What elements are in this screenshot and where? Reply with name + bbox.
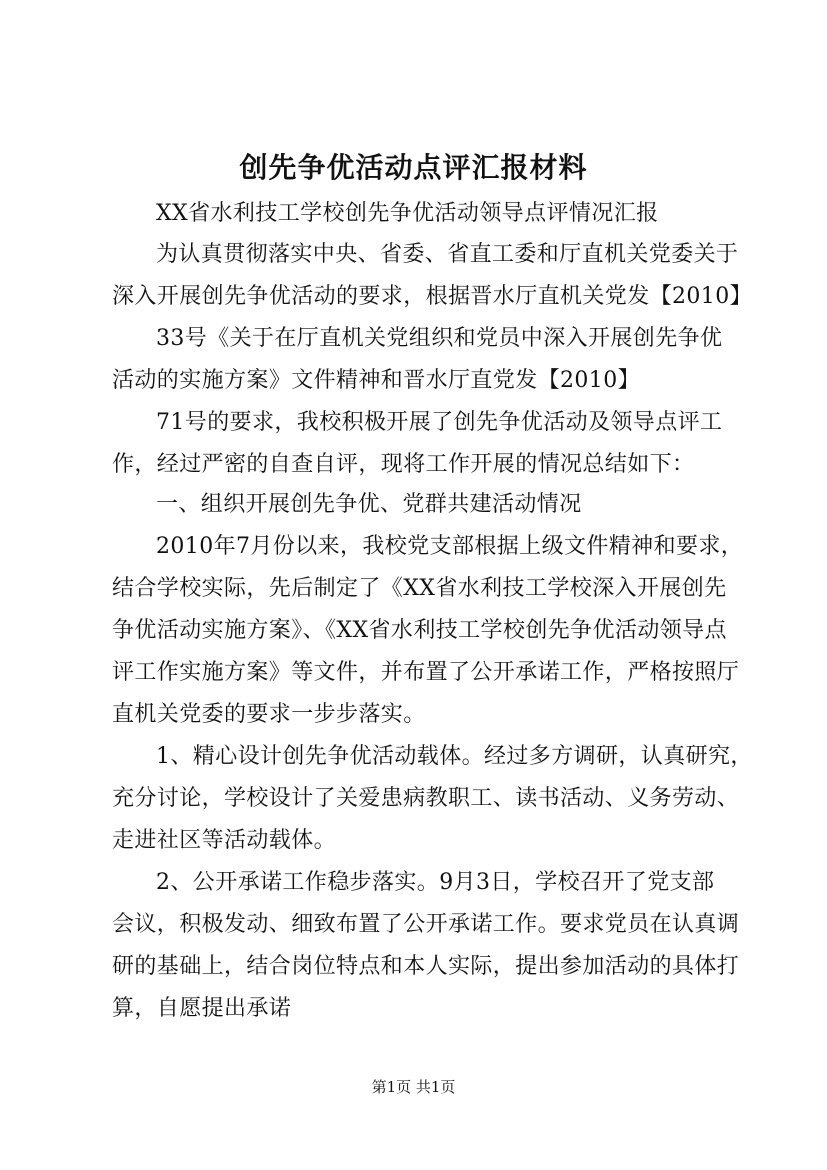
paragraph-line: 评工作实施方案》等文件，并布置了公开承诺工作，严格按照厅 — [112, 660, 740, 685]
paragraph-line: 研的基础上，结合岗位特点和本人实际，提出参加活动的具体打 — [112, 954, 740, 979]
page-footer: 第1页 共1页 — [371, 1078, 456, 1096]
paragraph-line: 直机关党委的要求一步步落实。 — [112, 702, 426, 727]
paragraph-line: 会议，积极发动、细致布置了公开承诺工作。要求党员在认真调 — [112, 912, 740, 937]
paragraph-line: 2010年7月份以来，我校党支部根据上级文件精神和要求， — [156, 534, 744, 559]
paragraph-line: 作，经过严密的自查自评，现将工作开展的情况总结如下： — [112, 452, 695, 477]
section-heading: 一、组织开展创先争优、党群共建活动情况 — [156, 492, 582, 517]
document-title: 创先争优活动点评汇报材料 — [239, 151, 588, 184]
paragraph-line: 充分讨论，学校设计了关爱患病教职工、读书活动、义务劳动、 — [112, 786, 740, 811]
paragraph-line: 71号的要求，我校积极开展了创先争优活动及领导点评工 — [156, 410, 723, 435]
paragraph-line: 1、精心设计创先争优活动载体。经过多方调研，认真研究， — [156, 744, 753, 769]
paragraph-line: 33号《关于在厅直机关党组织和党员中深入开展创先争优 — [156, 326, 723, 351]
paragraph-line: 结合学校实际，先后制定了《XX省水利技工学校深入开展创先 — [112, 576, 727, 601]
paragraph-line: 走进社区等活动载体。 — [112, 828, 337, 853]
paragraph-line: 深入开展创先争优活动的要求，根据晋水厅直机关党发【2010】 — [112, 284, 752, 309]
paragraph-line: 算，自愿提出承诺 — [112, 996, 292, 1021]
subtitle-line: XX省水利技工学校创先争优活动领导点评情况汇报 — [156, 201, 659, 226]
paragraph-line: 为认真贯彻落实中央、省委、省直工委和厅直机关党委关于 — [156, 242, 739, 267]
paragraph-line: 活动的实施方案》文件精神和晋水厅直党发【2010】 — [112, 368, 640, 393]
paragraph-line: 争优活动实施方案》、《XX省水利技工学校创先争优活动领导点 — [112, 618, 727, 643]
paragraph-line: 2、公开承诺工作稳步落实。9月3日，学校召开了党支部 — [156, 870, 715, 895]
